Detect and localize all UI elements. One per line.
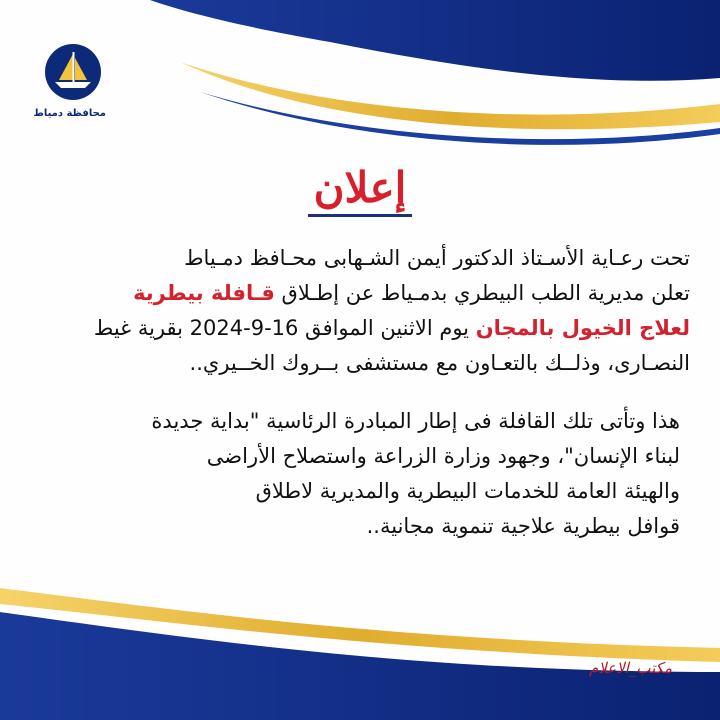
paragraph-1-line-1: تحت رعـاية الأسـتاذ الدكتور أيمن الشـهابى محـافظ دمـياط	[184, 246, 690, 270]
media-office-signature: مكتب_الاعلام	[589, 659, 672, 677]
paragraph-2-line-2: لبناء الإنسان"، وجهود وزارة الزراعة واستصلاح الأراضى	[206, 444, 680, 468]
line-3-text: يوم الاثنين الموافق 16-9-2024 بقرية غيط	[93, 316, 476, 340]
horse-treatment-highlight: لعلاج الخيول بالمجان	[475, 316, 690, 340]
paragraph-2-line-1: هذا وتأتى تلك القافلة فى إطار المبادرة الرئاسية "بداية جديدة	[151, 409, 680, 433]
announcement-title-wrap	[0, 160, 720, 216]
paragraph-1-line-2	[60, 276, 690, 311]
paragraph-1	[60, 241, 690, 381]
governorate-logo	[33, 42, 106, 119]
paragraph-2-line-3: والهيئة العامة للخدمات البيطرية والمديرية لاطلاق	[255, 479, 680, 503]
logo-caption: محافظة دمياط	[33, 108, 106, 119]
paragraph-2-line-4: قوافل بيطرية علاجية تنموية مجانية..	[366, 514, 680, 538]
caravan-highlight: قـافلة بيطرية	[133, 281, 275, 305]
announcement-title: إعلان	[308, 163, 413, 217]
paragraph-2	[80, 404, 680, 544]
paragraph-1-line-3	[60, 311, 690, 346]
ship-logo-icon	[43, 42, 103, 102]
line-2-text: تعلن مديرية الطب البيطري بدمـياط عن إطـلاق	[274, 281, 690, 305]
top-navy-wave	[150, 0, 720, 81]
paragraph-1-line-4: النصـارى، وذلــك بالتعـاون مع مستشفى بــروك الخــيري..	[189, 351, 690, 375]
